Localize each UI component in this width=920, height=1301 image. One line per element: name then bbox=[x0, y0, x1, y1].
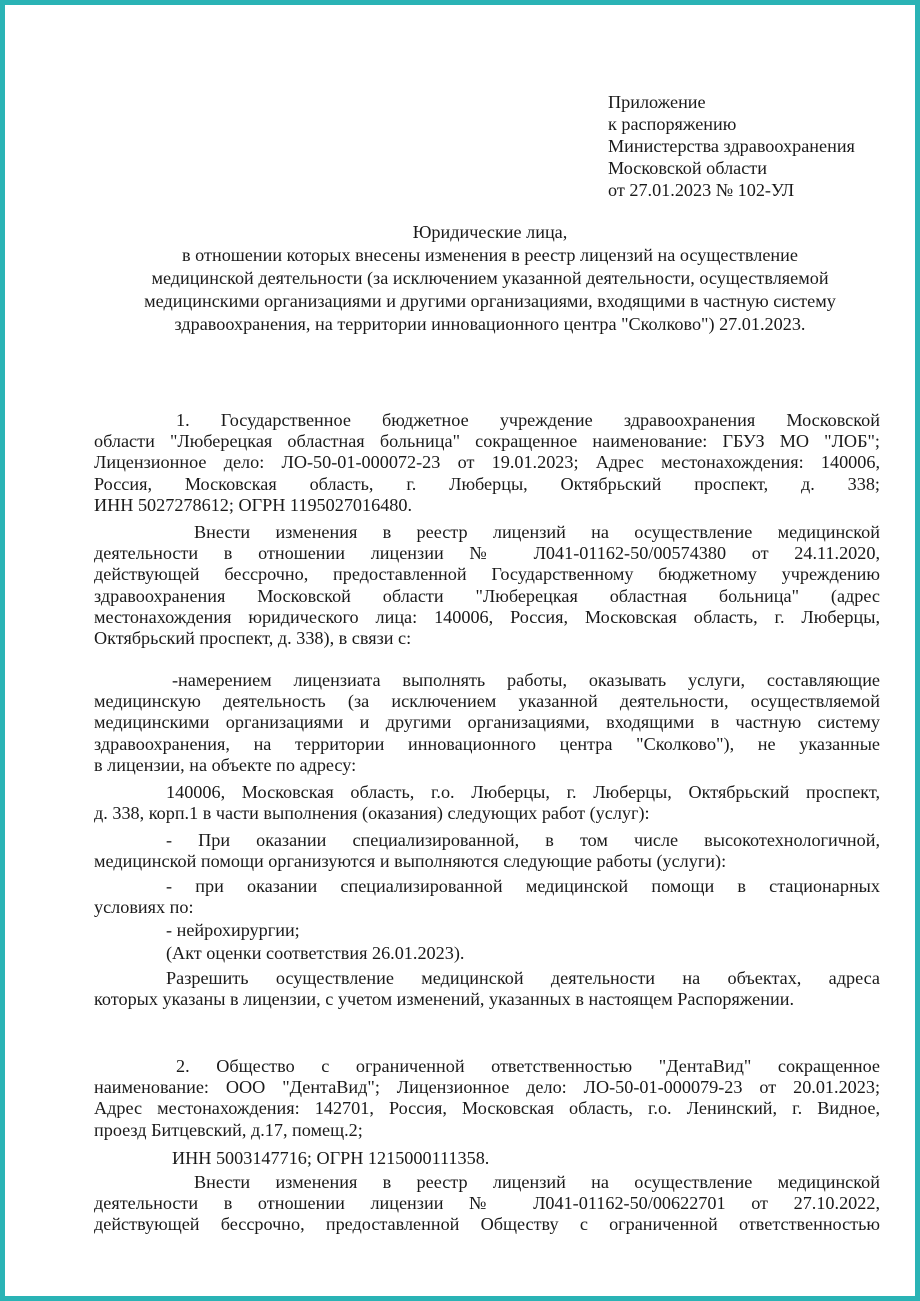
text-line: Октябрьский проспект, д. 338), в связи с: bbox=[94, 628, 412, 649]
appendix-header bbox=[608, 91, 908, 201]
entry-1-reason bbox=[94, 670, 880, 776]
text-line: в лицензии, на объекте по адресу: bbox=[94, 754, 357, 775]
text-line: наименование: ООО "ДентаВид"; Лицензионное дело: ЛО-50-01-000079-23 от 20.01.2023; bbox=[94, 1077, 880, 1098]
title-line: здравоохранения, на территории инновационного центра "Сколково") 27.01.2023. bbox=[174, 314, 806, 334]
title-line: медицинскими организациями и другими организациями, входящими в частную систему bbox=[144, 291, 836, 311]
entry-1-intro bbox=[94, 410, 880, 516]
text-line: местонахождения юридического лица: 140006, Россия, Московская область, г. Люберцы, bbox=[94, 606, 880, 627]
header-line: к распоряжению bbox=[608, 114, 737, 134]
text-line: 2. Общество с ограниченной ответственностью "ДентаВид" сокращенное bbox=[176, 1056, 880, 1076]
document-title bbox=[70, 221, 910, 336]
entry-1-inpatient bbox=[94, 876, 880, 918]
text-line: (Акт оценки соответствия 26.01.2023). bbox=[166, 943, 465, 963]
title-line: медицинской деятельности (за исключением указанной деятельности, осуществляемой bbox=[151, 268, 829, 288]
text-line: Внести изменения в реестр лицензий на осуществление медицинской bbox=[194, 1172, 880, 1192]
entry-2-change bbox=[94, 1172, 880, 1236]
text-line: 140006, Московская область, г.о. Люберцы, г. Люберцы, Октябрьский проспект, bbox=[166, 782, 880, 802]
text-line: здравоохранения Московской области "Люберецкая областная больница" (адрес bbox=[94, 585, 880, 606]
text-line: - При оказании специализированной, в том числе высокотехнологичной, bbox=[166, 830, 880, 850]
entry-2-intro bbox=[94, 1056, 880, 1141]
title-line: Юридические лица, bbox=[412, 222, 568, 242]
header-line: Приложение bbox=[608, 92, 706, 112]
entry-1-address bbox=[94, 782, 880, 824]
text-line: медицинскую деятельность (за исключением указанной деятельности, осуществляемой bbox=[94, 691, 880, 712]
entry-1-specialized bbox=[94, 830, 880, 872]
text-line: -намерением лицензиата выполнять работы, оказывать услуги, составляющие bbox=[172, 670, 880, 690]
document-page bbox=[10, 10, 910, 1291]
header-line: Московской области bbox=[608, 158, 767, 178]
text-line: деятельности в отношении лицензии № Л041-01162-50/00574380 от 24.11.2020, bbox=[94, 543, 880, 564]
text-line: медицинской помощи организуются и выполняются следующие работы (услуги): bbox=[94, 851, 727, 872]
text-line: условиях по: bbox=[94, 897, 194, 918]
entry-2-ids bbox=[94, 1148, 880, 1169]
text-line: ИНН 5003147716; ОГРН 1215000111358. bbox=[172, 1148, 490, 1168]
text-line: - при оказании специализированной медицинской помощи в стационарных bbox=[166, 876, 880, 896]
text-line: медицинскими организациями и другими организациями, входящими в частную систему bbox=[94, 712, 880, 733]
text-line: деятельности в отношении лицензии № Л041-01162-50/00622701 от 27.10.2022, bbox=[94, 1193, 880, 1214]
text-line: действующей бессрочно, предоставленной Государственному бюджетному учреждению bbox=[94, 564, 880, 585]
text-line: области "Люберецкая областная больница" сокращенное наименование: ГБУЗ МО "ЛОБ"; bbox=[94, 431, 880, 452]
entry-1-service bbox=[94, 920, 880, 941]
entry-1-change bbox=[94, 522, 880, 649]
text-line: Внести изменения в реестр лицензий на осуществление медицинской bbox=[194, 522, 880, 542]
entry-1-act bbox=[94, 943, 880, 964]
text-line: действующей бессрочно, предоставленной Обществу с ограниченной ответственностью bbox=[94, 1214, 880, 1235]
text-line: Лицензионное дело: ЛО-50-01-000072-23 от 19.01.2023; Адрес местонахождения: 140006, bbox=[94, 452, 880, 473]
title-line: в отношении которых внесены изменения в реестр лицензий на осуществление bbox=[182, 245, 798, 265]
text-line: 1. Государственное бюджетное учреждение здравоохранения Московской bbox=[176, 410, 880, 430]
text-line: проезд Битцевский, д.17, помещ.2; bbox=[94, 1119, 363, 1140]
header-line: Министерства здравоохранения bbox=[608, 136, 855, 156]
entry-1-permit bbox=[94, 968, 880, 1010]
text-line: Адрес местонахождения: 142701, Россия, Московская область, г.о. Ленинский, г. Видное, bbox=[94, 1098, 880, 1119]
text-line: здравоохранения, на территории инновационного центра "Сколково"), не указанные bbox=[94, 733, 880, 754]
text-line: - нейрохирургии; bbox=[166, 920, 300, 940]
text-line: которых указаны в лицензии, с учетом изменений, указанных в настоящем Распоряжении. bbox=[94, 989, 794, 1010]
text-line: ИНН 5027278612; ОГРН 1195027016480. bbox=[94, 494, 413, 515]
header-line: от 27.01.2023 № 102-УЛ bbox=[608, 180, 795, 200]
text-line: Россия, Московская область, г. Люберцы, Октябрьский проспект, д. 338; bbox=[94, 473, 880, 494]
text-line: д. 338, корп.1 в части выполнения (оказания) следующих работ (услуг): bbox=[94, 803, 650, 824]
text-line: Разрешить осуществление медицинской деятельности на объектах, адреса bbox=[166, 968, 880, 988]
